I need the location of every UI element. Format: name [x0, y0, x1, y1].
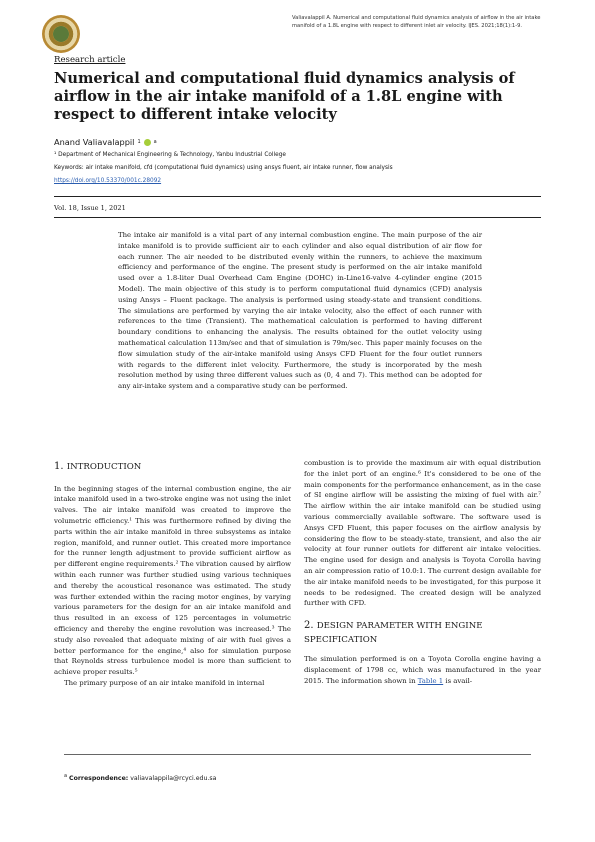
author-affiliation-sup: 1	[137, 139, 141, 145]
header-divider-top	[54, 196, 541, 197]
section-2-paragraph-1	[304, 654, 541, 686]
correspondence-email[interactable]: valiavalappila@rcyci.edu.sa	[130, 775, 217, 783]
footnote-marker: a	[64, 773, 68, 779]
volume-issue: Vol. 18, Issue 1, 2021	[54, 204, 126, 212]
footnote-divider	[64, 754, 531, 755]
section-1-paragraph-2: The primary purpose of an air intake manifold in internal	[64, 678, 265, 687]
doi-link[interactable]: https://doi.org/10.53370/001c.28092	[54, 178, 162, 184]
section-2-number: 2.	[304, 620, 314, 632]
left-column	[54, 460, 291, 689]
paper-title: Numerical and computational fluid dynamics analysis of airflow in the air intake manifold of a 1.8L engine with respect to different intake velocity	[54, 70, 515, 124]
affiliation: ¹ Department of Mechanical Engineering & Technology, Yanbu Industrial College	[54, 152, 286, 158]
section-1-title: INTRODUCTION	[66, 462, 142, 472]
section-2-title-line2: SPECIFICATION	[304, 634, 378, 645]
correspondence-footnote	[64, 773, 216, 782]
author-name[interactable]: Anand Valiavalappil	[54, 137, 135, 147]
table-1-link[interactable]: Table 1	[417, 676, 444, 685]
right-column	[304, 458, 541, 687]
author-correspondence-mark: a	[153, 139, 157, 145]
section-2-heading	[304, 619, 541, 646]
keywords: Keywords: air intake manifold, cfd (computational fluid dynamics) using ansys fluent, air intake runner, flow analysis	[54, 165, 393, 171]
section-2-text-before-link: The simulation performed is on a Toyota Corolla engine having a displacement of 1798 cc, which was manufactured in the year 2015. The information shown in	[304, 655, 541, 685]
abstract: The intake air manifold is a vital part of any internal combustion engine. The main purpose of the air intake manifold is to provide sufficient air to each cylinder and also equal distribution of air flow for each runner. The air needed to be distributed evenly within the runners, to achieve the maximum efficiency and performance of the engine. The present study is performed on the air intake manifold used over a 1.8-liter Dual Overhead Cam Engine (DOHC) in-Line16-valve 4-cylinder engine (2015 Model). The main objective of this study is to perform computational fluid dynamics (CFD) analysis using Ansys – Fluent package. The analysis is performed using steady-state and transient conditions. The simulations are performed by varying the air intake velocity, also the effect of each runner with references to the time (Transient). The mathematical calculation is performed to having different boundary conditions to enhancing the analysis. The results obtained for the outlet velocity using mathematical calculation 113m/sec and that of simulation is 79m/sec. This paper mainly focuses on the flow simulation study of the air-intake manifold using Ansys CFD Fluent for the four outlet runners with regards to the different inlet velocity. Furthermore, the study is incorporated by the mesh resolution method by using three different values such as (0, 4 and 7). This method can be adopted for any air-intake system and a comparative study can be performed.	[118, 231, 482, 391]
section-1-heading	[54, 460, 291, 474]
orcid-icon[interactable]	[144, 139, 151, 146]
journal-logo-emblem	[53, 26, 69, 42]
intro-continued-paragraph: combustion is to provide the maximum air with equal distribution for the inlet port of an engine.⁶ It's considered to be one of the main components for the performance enhancement, as in the case of SI engine airflow will be assisting the mixing of fuel with air.⁷ The airflow within the air intake manifold can be studied using various commercially available software. The software used is Ansys CFD Fluent, this paper focuses on the airflow analysis by considering the flow to be steady-state, transient, and also the air velocity at four runner outlets for different air intake velocities. The engine used for design and analysis is Toyota Corolla having an air compression ratio of 10.0:1. The current design available for the air intake manifold needs to be investigated, for this purpose it needs to be redesigned. The created design will be analyzed further with CFD.	[304, 459, 541, 608]
author-line	[54, 137, 157, 147]
section-2-text-after-link: is avail-	[443, 676, 473, 685]
article-type: Research article	[54, 55, 126, 65]
header-divider-bottom	[54, 217, 541, 218]
section-1-paragraph-1: In the beginning stages of the internal combustion engine, the air intake manifold used in a two-stroke engine was not using the inlet valves. The air intake manifold was created to improve the volumetric efficiency.¹ This was furthermore refined by diving the parts within the air intake manifold in three subsystems as intake region, manifold, and runner outlet. This created more importance for the runner length adjustment to provide sufficient airflow as per different engine requirements.² The vibration caused by airflow within each runner was further studied using various techniques and thereby the acoustical resonance was estimated. The study was further extended within the racing motor engines, by varying various parameters for the design for an air intake manifold and thus resulted in an excess of 125 percentages in volumetric efficiency and thereby the engine revolution was increased.³ The study also revealed that adequate mixing of air with fuel gives a better performance for the engine,⁴ also for simulation purpose that Reynolds stress turbulence model is more than sufficient to achieve proper results.⁵	[54, 484, 291, 677]
correspondence-label: Correspondence:	[69, 775, 129, 783]
section-2-title: DESIGN PARAMETER WITH ENGINE	[316, 621, 483, 632]
journal-logo	[42, 15, 80, 53]
section-1-number: 1.	[54, 461, 64, 472]
citation-header: Valiavalappil A. Numerical and computational fluid dynamics analysis of airflow in the air intake manifold of a 1.8L engine with respect to different inlet air velocity. IJES. 2021;18(1):1-9.	[292, 15, 541, 30]
